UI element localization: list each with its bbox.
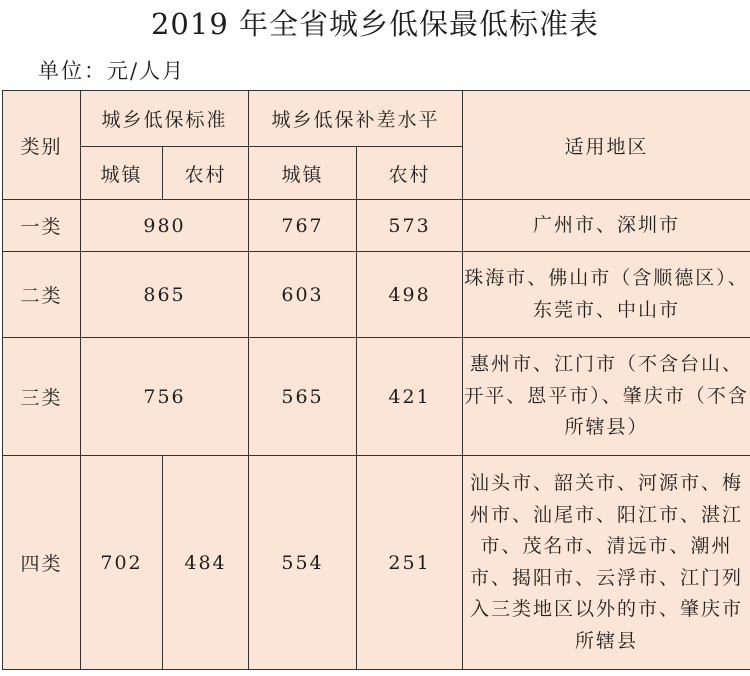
row-subsidy-rural: 251	[357, 456, 463, 670]
table-row	[3, 338, 750, 456]
header-subsidy-rural: 农村	[357, 147, 463, 200]
standards-table	[2, 90, 750, 670]
header-row-group	[3, 91, 750, 147]
header-subsidy-urban: 城镇	[249, 147, 357, 200]
header-standard-rural: 农村	[163, 147, 249, 200]
row-subsidy-urban: 554	[249, 456, 357, 670]
row-category: 二类	[3, 252, 81, 338]
header-subsidy-group: 城乡低保补差水平	[249, 91, 463, 147]
row-region: 广州市、深圳市	[463, 200, 750, 252]
table-row	[3, 252, 750, 338]
table-row	[3, 456, 750, 670]
row-category: 四类	[3, 456, 81, 670]
row-subsidy-urban: 767	[249, 200, 357, 252]
row-region: 惠州市、江门市（不含台山、开平、恩平市）、肇庆市（不含所辖县）	[463, 338, 750, 456]
row-region: 汕头市、韶关市、河源市、梅州市、汕尾市、阳江市、湛江市、茂名市、清远市、潮州市、揭阳市、云浮市、江门列入三类地区以外的市、肇庆市所辖县	[463, 456, 750, 670]
header-standard-group: 城乡低保标准	[81, 91, 249, 147]
row-subsidy-rural: 498	[357, 252, 463, 338]
row-subsidy-rural: 573	[357, 200, 463, 252]
page-title: 2019 年全省城乡低保最低标准表	[150, 7, 600, 41]
row-subsidy-urban: 565	[249, 338, 357, 456]
row-subsidy-rural: 421	[357, 338, 463, 456]
row-standard-urban: 702	[81, 456, 163, 670]
row-standard: 865	[81, 252, 249, 338]
row-standard: 980	[81, 200, 249, 252]
header-region: 适用地区	[463, 91, 750, 200]
row-standard: 756	[81, 338, 249, 456]
row-subsidy-urban: 603	[249, 252, 357, 338]
header-standard-urban: 城镇	[81, 147, 163, 200]
unit-label: 单位：元/人月	[38, 59, 186, 83]
row-standard-rural: 484	[163, 456, 249, 670]
row-region: 珠海市、佛山市（含顺德区）、东莞市、中山市	[463, 252, 750, 338]
row-category: 一类	[3, 200, 81, 252]
header-category: 类别	[3, 91, 81, 200]
table-row	[3, 200, 750, 252]
row-category: 三类	[3, 338, 81, 456]
